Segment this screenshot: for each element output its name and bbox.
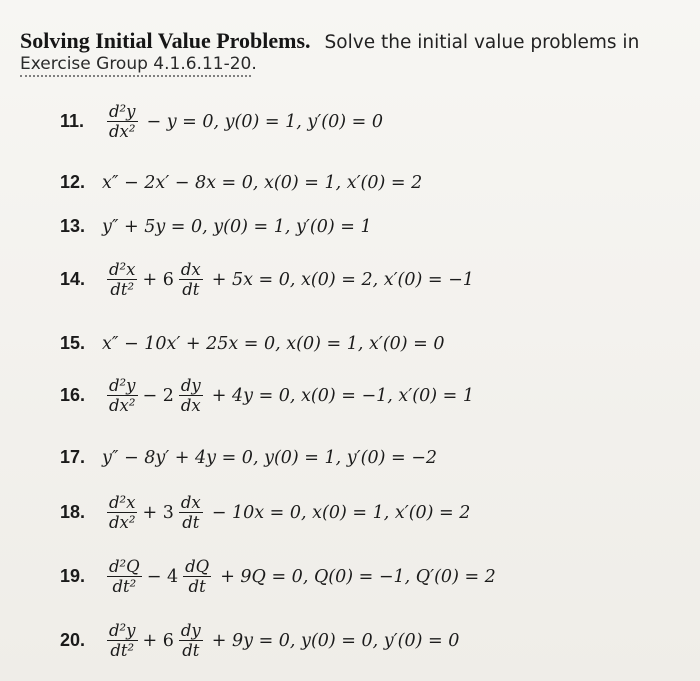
- problem-17: [60, 447, 437, 468]
- derivative-fraction: [107, 494, 137, 532]
- equation-text: x″ − 2x′ − 8x = 0, x(0) = 1, x′(0) = 2: [102, 172, 423, 193]
- fraction-numerator: d²x: [109, 493, 136, 512]
- problem-number: 11.: [60, 111, 85, 132]
- problem-number: 19.: [60, 566, 86, 587]
- derivative-fraction: [107, 261, 137, 299]
- heading-instruction: Solve the initial value problems in: [324, 32, 640, 53]
- derivative-fraction: [179, 622, 203, 660]
- problem-16: [60, 377, 474, 415]
- equation-text: y″ + 5y = 0, y(0) = 1, y′(0) = 1: [102, 216, 372, 237]
- problem-number: 15.: [60, 333, 86, 353]
- fraction-numerator: dQ: [185, 557, 210, 576]
- problem-number: 12.: [60, 172, 86, 192]
- problem-number: 16.: [60, 385, 86, 406]
- fraction-denominator: dt²: [110, 280, 135, 300]
- fraction-numerator: d²x: [109, 260, 136, 279]
- fraction-numerator: dy: [180, 376, 201, 395]
- heading-period: .: [251, 54, 257, 75]
- problem-11: [60, 103, 383, 141]
- fraction-denominator: dx²: [109, 122, 136, 142]
- problem-13: [60, 216, 372, 237]
- problem-18: [60, 494, 470, 532]
- fraction-denominator: dx²: [109, 513, 136, 533]
- problem-14: [60, 261, 474, 299]
- equation-text: − 10x = 0, x(0) = 1, x′(0) = 2: [211, 502, 471, 523]
- equation-text: − y = 0, y(0) = 1, y′(0) = 0: [146, 111, 383, 132]
- fraction-denominator: dx²: [109, 396, 136, 416]
- fraction-denominator: dt²: [112, 577, 137, 597]
- fraction-numerator: dx: [180, 493, 201, 512]
- heading-title: Solving Initial Value Problems.: [20, 28, 311, 53]
- derivative-fraction: [179, 494, 203, 532]
- problem-19: [60, 558, 496, 596]
- derivative-fraction: [183, 558, 211, 596]
- problem-20: [60, 622, 459, 660]
- derivative-fraction: [107, 622, 138, 660]
- coefficient: + 6: [142, 269, 174, 290]
- coefficient: − 2: [142, 385, 174, 406]
- problem-number: 20.: [60, 630, 86, 651]
- equation-text: x″ − 10x′ + 25x = 0, x(0) = 1, x′(0) = 0: [102, 333, 445, 354]
- section-heading: [20, 28, 690, 77]
- derivative-fraction: [107, 103, 138, 141]
- fraction-denominator: dt: [182, 641, 200, 661]
- equation-text: + 5x = 0, x(0) = 2, x′(0) = −1: [211, 269, 474, 290]
- fraction-numerator: dx: [180, 260, 201, 279]
- problem-number: 18.: [60, 502, 86, 523]
- problem-number: 17.: [60, 447, 86, 467]
- equation-text: + 9Q = 0, Q(0) = −1, Q′(0) = 2: [220, 566, 496, 587]
- fraction-denominator: dt: [188, 577, 206, 597]
- fraction-numerator: d²y: [109, 621, 136, 640]
- fraction-denominator: dt: [182, 513, 200, 533]
- derivative-fraction: [107, 377, 138, 415]
- fraction-denominator: dt: [182, 280, 200, 300]
- fraction-numerator: d²y: [109, 376, 136, 395]
- fraction-denominator: dx: [180, 396, 201, 416]
- derivative-fraction: [179, 377, 203, 415]
- derivative-fraction: [107, 558, 142, 596]
- equation-text: + 9y = 0, y(0) = 0, y′(0) = 0: [211, 630, 460, 651]
- coefficient: + 6: [142, 630, 174, 651]
- problem-number: 14.: [60, 269, 86, 290]
- fraction-denominator: dt²: [110, 641, 135, 661]
- derivative-fraction: [179, 261, 203, 299]
- equation-text: + 4y = 0, x(0) = −1, x′(0) = 1: [211, 385, 474, 406]
- problem-number: 13.: [60, 216, 86, 236]
- equation-text: y″ − 8y′ + 4y = 0, y(0) = 1, y′(0) = −2: [102, 447, 438, 468]
- problem-15: [60, 333, 445, 354]
- coefficient: − 4: [146, 566, 179, 587]
- fraction-numerator: dy: [180, 621, 201, 640]
- problem-12: [60, 172, 422, 193]
- fraction-numerator: d²y: [109, 102, 136, 121]
- exercise-group-link[interactable]: Exercise Group 4.1.6.11-20: [20, 55, 251, 77]
- fraction-numerator: d²Q: [109, 557, 140, 576]
- coefficient: + 3: [142, 502, 174, 523]
